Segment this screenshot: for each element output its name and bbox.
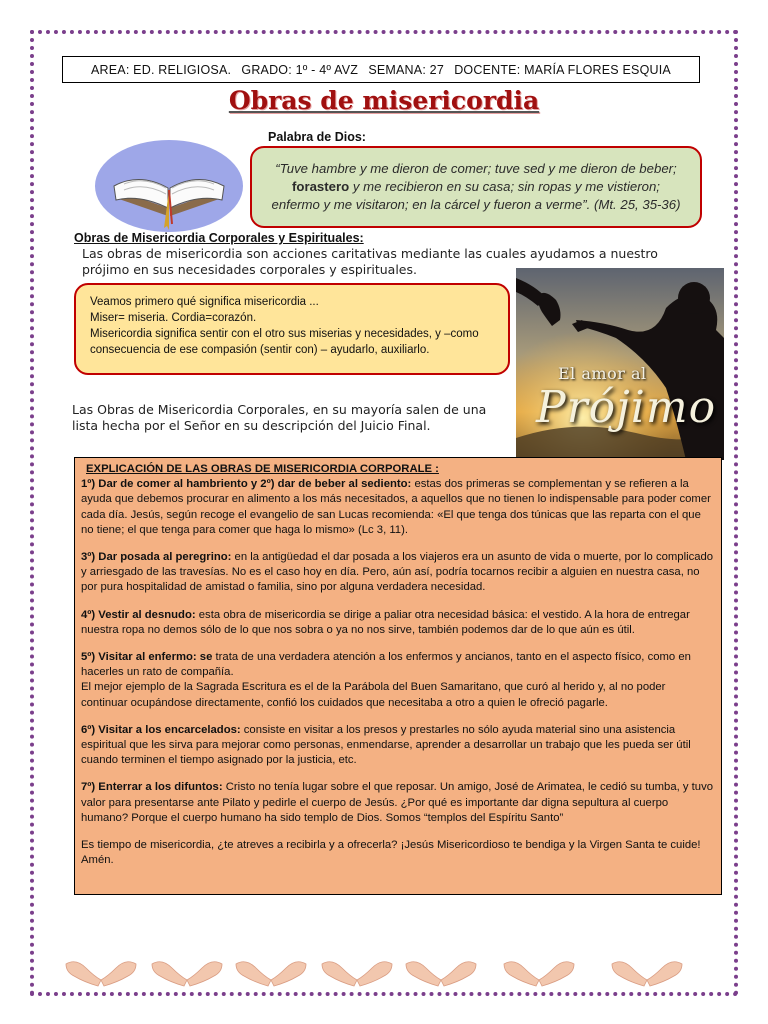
corporales-paragraph: Las Obras de Misericordia Corporales, en su mayoría salen de una lista hecha por el Señor en su descripción del Juicio Final. <box>72 402 487 433</box>
closing-text: Es tiempo de misericordia, ¿te atreves a recibirla y a ofrecerla? ¡Jesús Misericordioso te bendiga y la Virgen Santa te cuide! Amén. <box>81 839 701 867</box>
item-7: 7º) Enterrar a los difuntos: Cristo no tenía lugar sobre el que reposar. Un amigo, José de Arimatea, le cedió su tumba, y tuvo valor para presentarse ante Pilato y pedirle el cuerpo de Jesús. ¿Por qué es importante dar digna sepultura al cuerpo humano? Porque el cuerpo humano ha sido templo de Dios. Somos “templos del Espíritu Santo” <box>81 781 714 824</box>
coffee-bean-heart-hands-icon <box>148 902 226 988</box>
header-info-box <box>62 56 700 83</box>
item-3: 3º) Dar posada al peregrino: en la antigüedad el dar posada a los viajeros era un asunto de vida o muerte, por lo complicado y arriesgado de las travesías. No es el caso hoy en día. Pero, aún así, podría tocarnos recibir a alguien en nuestra casa, no por pura hospitalidad de amistad o familia, sino por alguna verdadera necesidad. <box>81 551 714 594</box>
header-docente: DOCENTE: MARÍA FLORES ESQUIA <box>454 62 671 77</box>
image-caption-small: El amor al <box>558 364 647 383</box>
coffee-bean-heart-hands-icon <box>318 902 396 988</box>
open-bible-icon <box>94 138 244 233</box>
header-semana: SEMANA: 27 <box>368 62 444 77</box>
section-heading: Obras de Misericordia Corporales y Espirituales: <box>74 231 364 245</box>
coffee-bean-heart-hands-icon <box>402 902 480 988</box>
header-area: AREA: ED. RELIGIOSA. <box>91 62 232 77</box>
item-5: 5º) Visitar al enfermo: se trata de una verdadera atención a los enfermos y ancianos, tanto en el aspecto físico, como en hacerles un rato de compañía. El mejor ejemplo de la Sagrada Escritura es el de la Parábola del Buen Samaritano, que curó al herido y, al no poder continuar ocupándose directamente, confió los cuidados que necesitaba a otro a quien le ofreció pagarle. <box>81 651 691 709</box>
explanation-box <box>74 457 722 895</box>
coffee-bean-heart-hands-icon <box>62 902 140 988</box>
image-caption-big: Prójimo <box>536 382 717 433</box>
coffee-bean-heart-hands-icon <box>500 902 578 988</box>
amor-al-projimo-image <box>516 268 724 460</box>
intro-paragraph: Las obras de misericordia son acciones caritativas mediante las cuales ayudamos a nuestro prójimo en sus necesidades corporales y espirituales. <box>82 246 658 277</box>
bible-quote <box>268 160 684 214</box>
item-1: 1º) Dar de comer al hambriento y 2º) dar de beber al sediento: estas dos primeras se complementan y se refieren a la ayuda que debemos procurar en alimento a los más necesitados, a aquellos que no tienen lo indispensable para poder comer cada día. Jesús, según recoge el evangelio de san Lucas recomienda: «El que tenga dos túnicas que las reparta con el que no tiene; el que tenga para comer que haga lo mismo» (Lc 3, 11). <box>81 478 711 536</box>
explanation-heading: EXPLICACIÓN DE LAS OBRAS DE MISERICORDIA CORPORALE : <box>86 463 439 475</box>
item-4: 4º) Vestir al desnudo: esta obra de misericordia se dirige a paliar otra necesidad básica: el vestido. A la hora de entregar nuestra ropa no demos sólo de lo que nos sobra o ya no nos sirve, también podemos dar de lo que aún es útil. <box>81 608 690 636</box>
palabra-label: Palabra de Dios: <box>268 130 366 144</box>
quote-bold: forastero <box>292 179 350 194</box>
definition-box <box>74 283 510 375</box>
coffee-bean-heart-hands-icon <box>232 902 310 988</box>
header-grado: GRADO: 1º - 4º AVZ <box>241 62 359 77</box>
item-6: 6º) Visitar a los encarcelados: consiste en visitar a los presos y prestarles no sólo ayuda material sino una asistencia espiritual que les sirva para mejorar como personas, enmendarse, aprender a desarrollar un trabajo que les pueda ser útil cuando terminen el tiempo asignado por la justicia, etc. <box>81 723 691 767</box>
bible-quote-box <box>250 146 702 228</box>
hearts-decoration-row <box>52 902 732 990</box>
page-title: Obras de misericordia <box>228 86 540 115</box>
definition-line-3: Misericordia significa sentir con el otro sus miserias y necesidades, y –como consecuencia de ese compasión (sentir con) – ayudarlo, auxiliarlo. <box>90 328 479 356</box>
quote-part-2: y me recibieron en su casa; sin ropas y me vistieron; enfermo y me visitaron; en la cárcel y fueron a verme”. (Mt. 25, 35-36) <box>271 179 681 212</box>
definition-line-2: Miser= miseria. Cordia=corazón. <box>90 312 257 324</box>
coffee-bean-heart-hands-icon <box>608 902 686 988</box>
definition-line-1: Veamos primero qué significa misericordia ... <box>90 296 319 308</box>
quote-part-1: “Tuve hambre y me dieron de comer; tuve sed y me dieron de beber; <box>275 161 677 176</box>
